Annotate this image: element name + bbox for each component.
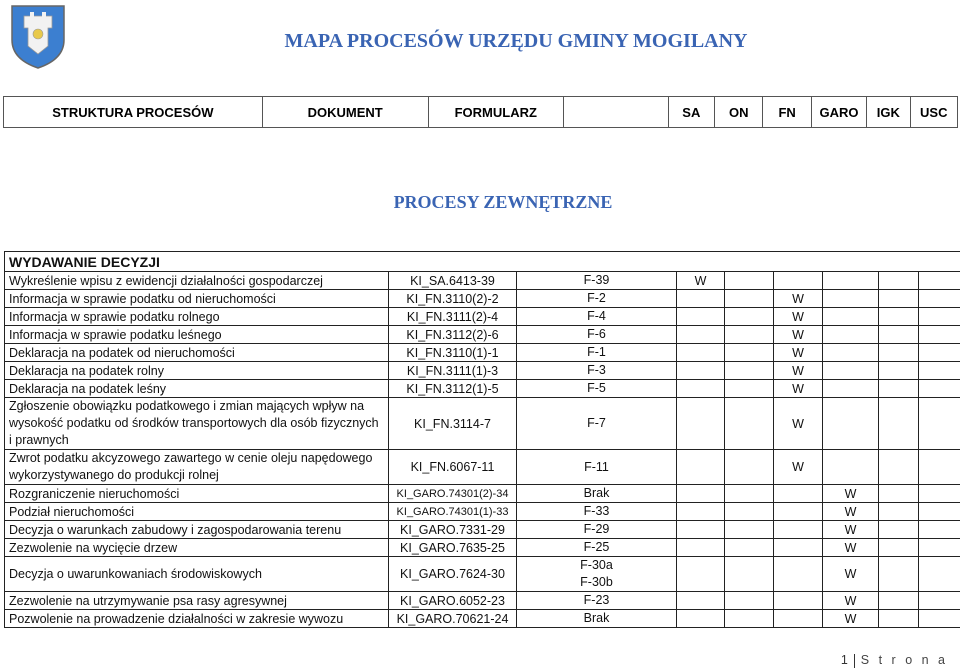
empty-cell bbox=[725, 290, 774, 308]
empty-cell bbox=[919, 344, 960, 362]
empty-cell bbox=[823, 308, 879, 326]
responsibility-mark: W bbox=[677, 272, 725, 290]
empty-cell bbox=[774, 272, 823, 290]
empty-cell bbox=[774, 592, 823, 610]
empty-cell bbox=[677, 485, 725, 503]
empty-cell bbox=[677, 290, 725, 308]
process-name: Deklaracja na podatek od nieruchomości bbox=[5, 344, 389, 362]
process-name: Pozwolenie na prowadzenie działalności w zakresie wywozu bbox=[5, 610, 389, 628]
empty-cell bbox=[879, 362, 919, 380]
document-code[interactable]: KI_FN.3110(2)-2 bbox=[389, 290, 517, 308]
document-code[interactable]: KI_FN.3111(2)-4 bbox=[389, 308, 517, 326]
responsibility-mark: W bbox=[774, 362, 823, 380]
empty-cell bbox=[919, 326, 960, 344]
document-code[interactable]: KI_FN.3111(1)-3 bbox=[389, 362, 517, 380]
process-name: Zgłoszenie obowiązku podatkowego i zmian mających wpływ na wysokość podatku od środków transportowych dla osób fizycznych i prawnych bbox=[5, 398, 389, 450]
empty-cell bbox=[823, 380, 879, 398]
table-row bbox=[5, 610, 960, 628]
empty-cell bbox=[919, 539, 960, 557]
empty-cell bbox=[879, 308, 919, 326]
page-title: MAPA PROCESÓW URZĘDU GMINY MOGILANY bbox=[284, 30, 748, 52]
form-code[interactable]: F-30a F-30b bbox=[517, 557, 677, 592]
table-row bbox=[5, 308, 960, 326]
form-code[interactable]: F-29 bbox=[517, 521, 677, 539]
empty-cell bbox=[677, 450, 725, 485]
responsibility-mark: W bbox=[774, 308, 823, 326]
table-row bbox=[5, 380, 960, 398]
responsibility-mark: W bbox=[823, 557, 879, 592]
empty-cell bbox=[725, 450, 774, 485]
table-row bbox=[5, 557, 960, 592]
document-code[interactable]: KI_FN.3112(1)-5 bbox=[389, 380, 517, 398]
nav-dokument[interactable]: DOKUMENT bbox=[263, 97, 429, 127]
nav-formularz[interactable]: FORMULARZ bbox=[429, 97, 564, 127]
empty-cell bbox=[677, 521, 725, 539]
empty-cell bbox=[919, 503, 960, 521]
empty-cell bbox=[879, 521, 919, 539]
form-code[interactable]: F-23 bbox=[517, 592, 677, 610]
empty-cell bbox=[879, 610, 919, 628]
document-code[interactable]: KI_SA.6413-39 bbox=[389, 272, 517, 290]
empty-cell bbox=[879, 539, 919, 557]
empty-cell bbox=[774, 503, 823, 521]
table-row bbox=[5, 450, 960, 485]
empty-cell bbox=[879, 380, 919, 398]
form-code[interactable]: F-3 bbox=[517, 362, 677, 380]
empty-cell bbox=[725, 380, 774, 398]
empty-cell bbox=[677, 539, 725, 557]
form-code[interactable]: F-2 bbox=[517, 290, 677, 308]
responsibility-mark: W bbox=[823, 592, 879, 610]
responsibility-mark: W bbox=[774, 398, 823, 450]
table-row bbox=[5, 539, 960, 557]
empty-cell bbox=[919, 450, 960, 485]
table-row bbox=[5, 521, 960, 539]
table-row bbox=[5, 362, 960, 380]
empty-cell bbox=[919, 557, 960, 592]
empty-cell bbox=[677, 326, 725, 344]
form-code[interactable]: Brak bbox=[517, 485, 677, 503]
empty-cell bbox=[677, 380, 725, 398]
empty-cell bbox=[725, 344, 774, 362]
empty-cell bbox=[879, 503, 919, 521]
empty-cell bbox=[774, 539, 823, 557]
form-code[interactable]: F-6 bbox=[517, 326, 677, 344]
empty-cell bbox=[879, 344, 919, 362]
process-name: Informacja w sprawie podatku rolnego bbox=[5, 308, 389, 326]
form-code[interactable]: F-39 bbox=[517, 272, 677, 290]
empty-cell bbox=[677, 344, 725, 362]
form-code[interactable]: F-11 bbox=[517, 450, 677, 485]
table-row bbox=[5, 290, 960, 308]
empty-cell bbox=[725, 592, 774, 610]
responsibility-mark: W bbox=[823, 521, 879, 539]
table-row bbox=[5, 592, 960, 610]
form-code[interactable]: F-25 bbox=[517, 539, 677, 557]
empty-cell bbox=[823, 450, 879, 485]
table-row bbox=[5, 326, 960, 344]
empty-cell bbox=[919, 290, 960, 308]
empty-cell bbox=[823, 362, 879, 380]
empty-cell bbox=[919, 592, 960, 610]
page-label: S t r o n a bbox=[860, 653, 948, 667]
process-name: Podział nieruchomości bbox=[5, 503, 389, 521]
empty-cell bbox=[725, 362, 774, 380]
responsibility-mark: W bbox=[823, 610, 879, 628]
document-code[interactable]: KI_GARO.74301(2)-34 bbox=[389, 485, 517, 503]
document-code[interactable]: KI_GARO.7331-29 bbox=[389, 521, 517, 539]
empty-cell bbox=[677, 398, 725, 450]
responsibility-mark: W bbox=[774, 380, 823, 398]
form-code[interactable]: Brak bbox=[517, 610, 677, 628]
process-name: Wykreślenie wpisu z ewidencji działalności gospodarczej bbox=[5, 272, 389, 290]
empty-cell bbox=[919, 485, 960, 503]
responsibility-mark: W bbox=[774, 450, 823, 485]
empty-cell bbox=[677, 610, 725, 628]
section-subtitle: PROCESY ZEWNĘTRZNE bbox=[393, 192, 613, 212]
nav-code-fn[interactable]: FN bbox=[763, 97, 811, 127]
table-row bbox=[5, 272, 960, 290]
empty-cell bbox=[677, 362, 725, 380]
empty-cell bbox=[919, 272, 960, 290]
nav-code-garo[interactable]: GARO bbox=[812, 97, 867, 127]
empty-cell bbox=[823, 272, 879, 290]
empty-cell bbox=[774, 485, 823, 503]
empty-cell bbox=[725, 326, 774, 344]
document-code[interactable]: KI_GARO.74301(1)-33 bbox=[389, 503, 517, 521]
table-row bbox=[5, 485, 960, 503]
empty-cell bbox=[823, 344, 879, 362]
empty-cell bbox=[774, 557, 823, 592]
document-code[interactable]: KI_GARO.70621-24 bbox=[389, 610, 517, 628]
document-code[interactable]: KI_FN.3110(1)-1 bbox=[389, 344, 517, 362]
responsibility-mark: W bbox=[823, 485, 879, 503]
empty-cell bbox=[879, 592, 919, 610]
empty-cell bbox=[725, 503, 774, 521]
document-code[interactable]: KI_GARO.6052-23 bbox=[389, 592, 517, 610]
nav-code-on[interactable]: ON bbox=[715, 97, 763, 127]
document-code[interactable]: KI_GARO.7635-25 bbox=[389, 539, 517, 557]
empty-cell bbox=[879, 398, 919, 450]
empty-cell bbox=[725, 308, 774, 326]
empty-cell bbox=[919, 521, 960, 539]
document-code[interactable]: KI_FN.6067-11 bbox=[389, 450, 517, 485]
empty-cell bbox=[919, 362, 960, 380]
nav-code-igk[interactable]: IGK bbox=[867, 97, 910, 127]
responsibility-mark: W bbox=[823, 539, 879, 557]
empty-cell bbox=[919, 610, 960, 628]
process-name: Decyzja o warunkach zabudowy i zagospodarowania terenu bbox=[5, 521, 389, 539]
responsibility-mark: W bbox=[774, 344, 823, 362]
empty-cell bbox=[725, 485, 774, 503]
process-name: Deklaracja na podatek leśny bbox=[5, 380, 389, 398]
document-code[interactable]: KI_FN.3114-7 bbox=[389, 398, 517, 450]
empty-cell bbox=[677, 503, 725, 521]
empty-cell bbox=[677, 308, 725, 326]
responsibility-mark: W bbox=[774, 326, 823, 344]
table-row bbox=[5, 503, 960, 521]
empty-cell bbox=[677, 557, 725, 592]
process-table bbox=[4, 251, 960, 628]
empty-cell bbox=[919, 380, 960, 398]
table-row bbox=[5, 398, 960, 450]
empty-cell bbox=[879, 485, 919, 503]
form-code[interactable]: F-1 bbox=[517, 344, 677, 362]
empty-cell bbox=[774, 610, 823, 628]
empty-cell bbox=[725, 398, 774, 450]
footer-divider bbox=[854, 654, 855, 668]
empty-cell bbox=[823, 398, 879, 450]
form-code[interactable]: F-33 bbox=[517, 503, 677, 521]
table-row bbox=[5, 344, 960, 362]
section-heading: WYDAWANIE DECYZJI bbox=[5, 252, 960, 272]
nav-spacer bbox=[564, 97, 669, 127]
empty-cell bbox=[725, 521, 774, 539]
empty-cell bbox=[725, 539, 774, 557]
empty-cell bbox=[879, 272, 919, 290]
page-number: 1 bbox=[840, 653, 848, 667]
responsibility-mark: W bbox=[823, 503, 879, 521]
document-code[interactable]: KI_GARO.7624-30 bbox=[389, 557, 517, 592]
empty-cell bbox=[725, 557, 774, 592]
process-name: Informacja w sprawie podatku leśnego bbox=[5, 326, 389, 344]
navigation-bar bbox=[3, 96, 958, 128]
process-name: Zwrot podatku akcyzowego zawartego w cenie oleju napędowego wykorzystywanego do produkcji rolnej bbox=[5, 450, 389, 485]
empty-cell bbox=[919, 308, 960, 326]
nav-code-usc[interactable]: USC bbox=[920, 104, 948, 120]
empty-cell bbox=[823, 326, 879, 344]
empty-cell bbox=[774, 521, 823, 539]
nav-code-sa[interactable]: SA bbox=[669, 97, 715, 127]
empty-cell bbox=[879, 290, 919, 308]
form-code[interactable]: F-4 bbox=[517, 308, 677, 326]
nav-struktura-procesow[interactable]: STRUKTURA PROCESÓW bbox=[4, 97, 263, 127]
empty-cell bbox=[725, 272, 774, 290]
empty-cell bbox=[879, 450, 919, 485]
process-name: Informacja w sprawie podatku od nieruchomości bbox=[5, 290, 389, 308]
responsibility-mark: W bbox=[774, 290, 823, 308]
process-name: Decyzja o uwarunkowaniach środowiskowych bbox=[5, 557, 389, 592]
process-name: Zezwolenie na wycięcie drzew bbox=[5, 539, 389, 557]
process-name: Rozgraniczenie nieruchomości bbox=[5, 485, 389, 503]
form-code[interactable]: F-5 bbox=[517, 380, 677, 398]
document-code[interactable]: KI_FN.3112(2)-6 bbox=[389, 326, 517, 344]
empty-cell bbox=[725, 610, 774, 628]
empty-cell bbox=[823, 290, 879, 308]
process-name: Zezwolenie na utrzymywanie psa rasy agresywnej bbox=[5, 592, 389, 610]
form-code[interactable]: F-7 bbox=[517, 398, 677, 450]
process-name: Deklaracja na podatek rolny bbox=[5, 362, 389, 380]
empty-cell bbox=[879, 326, 919, 344]
empty-cell bbox=[879, 557, 919, 592]
empty-cell bbox=[677, 592, 725, 610]
empty-cell bbox=[919, 398, 960, 450]
page-footer bbox=[841, 653, 948, 668]
